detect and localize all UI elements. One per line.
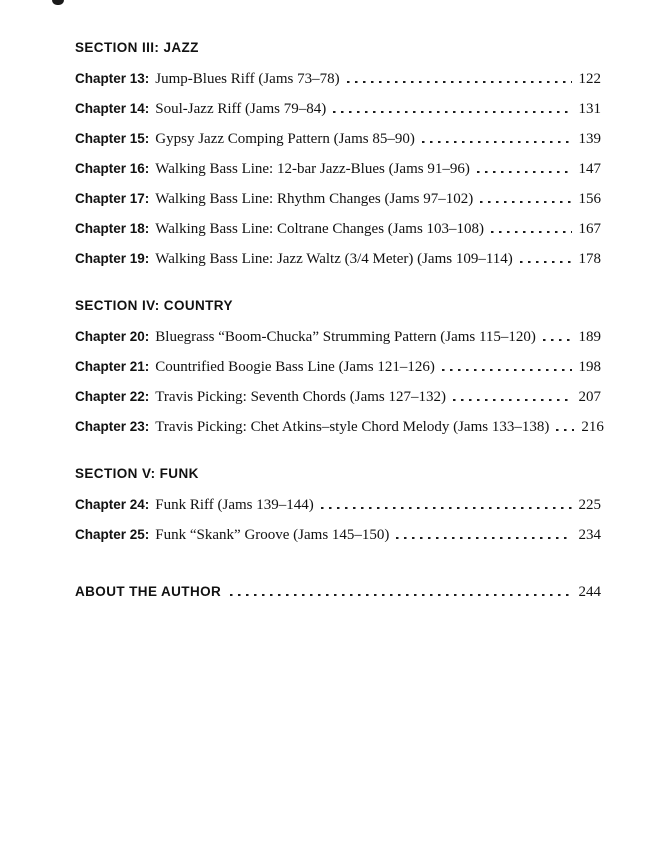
toc-entry (75, 329, 601, 346)
page-number: 139 (578, 131, 601, 147)
chapter-label: Chapter 13: (75, 71, 150, 86)
toc-section-funk (75, 466, 601, 544)
toc-entry (75, 221, 601, 238)
toc-entry (75, 359, 601, 376)
toc-section-country (75, 298, 604, 436)
dot-leader (422, 141, 572, 144)
chapter-label: Chapter 19: (75, 251, 150, 266)
section-heading: SECTION V: FUNK (75, 466, 199, 481)
page-number: 216 (581, 419, 604, 435)
dot-leader (477, 171, 572, 174)
chapter-label: Chapter 22: (75, 389, 150, 404)
dot-leader (543, 339, 572, 342)
dot-leader (230, 594, 571, 597)
chapter-label: Chapter 24: (75, 497, 150, 512)
toc-entry (75, 101, 601, 118)
toc-entry (75, 497, 601, 514)
chapter-title: Walking Bass Line: 12-bar Jazz-Blues (Jams 91–96) (155, 161, 470, 177)
chapter-title: Walking Bass Line: Jazz Waltz (3/4 Meter) (Jams 109–114) (155, 251, 513, 267)
chapter-label: Chapter 18: (75, 221, 150, 236)
page-number: 189 (578, 329, 601, 345)
section-heading: SECTION III: JAZZ (75, 40, 199, 55)
chapter-label: Chapter 23: (75, 419, 150, 434)
toc-entry (75, 419, 604, 436)
chapter-label: Chapter 21: (75, 359, 150, 374)
chapter-label: Chapter 14: (75, 101, 150, 116)
section-heading: SECTION IV: COUNTRY (75, 298, 233, 313)
chapter-title: Funk “Skank” Groove (Jams 145–150) (155, 527, 390, 543)
toc-entry (75, 251, 601, 268)
chapter-title: Travis Picking: Chet Atkins–style Chord Melody (Jams 133–138) (155, 419, 550, 435)
toc-section-jazz (75, 40, 601, 268)
chapter-title: Countrified Boogie Bass Line (Jams 121–126) (155, 359, 435, 375)
chapter-title: Travis Picking: Seventh Chords (Jams 127–132) (155, 389, 446, 405)
chapter-label: Chapter 16: (75, 161, 150, 176)
scan-artifact (52, 0, 64, 5)
toc-entry (75, 131, 601, 148)
toc-entry (75, 71, 601, 88)
page-number: 244 (578, 584, 601, 600)
page-number: 131 (578, 101, 601, 117)
dot-leader (520, 261, 572, 264)
dot-leader (453, 399, 572, 402)
dot-leader (347, 81, 572, 84)
chapter-title: Funk Riff (Jams 139–144) (155, 497, 314, 513)
page-number: 225 (578, 497, 601, 513)
page-number: 122 (578, 71, 601, 87)
page-number: 198 (578, 359, 601, 375)
chapter-label: Chapter 15: (75, 131, 150, 146)
chapter-label: Chapter 17: (75, 191, 150, 206)
chapter-title: Jump-Blues Riff (Jams 73–78) (155, 71, 340, 87)
page-number: 167 (578, 221, 601, 237)
dot-leader (442, 369, 572, 372)
dot-leader (396, 537, 571, 540)
page-number: 147 (578, 161, 601, 177)
dot-leader (556, 429, 574, 432)
page-number: 156 (578, 191, 601, 207)
page-number: 234 (578, 527, 601, 543)
dot-leader (321, 507, 572, 510)
page-number: 207 (578, 389, 601, 405)
chapter-title: Gypsy Jazz Comping Pattern (Jams 85–90) (155, 131, 415, 147)
dot-leader (480, 201, 571, 204)
dot-leader (333, 111, 571, 114)
chapter-title: Soul-Jazz Riff (Jams 79–84) (155, 101, 327, 117)
toc-entry (75, 191, 601, 208)
toc-entry (75, 527, 601, 544)
dot-leader (491, 231, 571, 234)
chapter-label: Chapter 20: (75, 329, 150, 344)
toc-entry (75, 161, 601, 178)
page-number: 178 (578, 251, 601, 267)
about-label: ABOUT THE AUTHOR (75, 584, 222, 599)
chapter-title: Walking Bass Line: Coltrane Changes (Jams 103–108) (155, 221, 485, 237)
chapter-title: Walking Bass Line: Rhythm Changes (Jams 97–102) (155, 191, 474, 207)
chapter-label: Chapter 25: (75, 527, 150, 542)
toc-entry (75, 389, 601, 406)
chapter-title: Bluegrass “Boom-Chucka” Strumming Pattern (Jams 115–120) (155, 329, 536, 345)
about-the-author-row (75, 584, 601, 601)
